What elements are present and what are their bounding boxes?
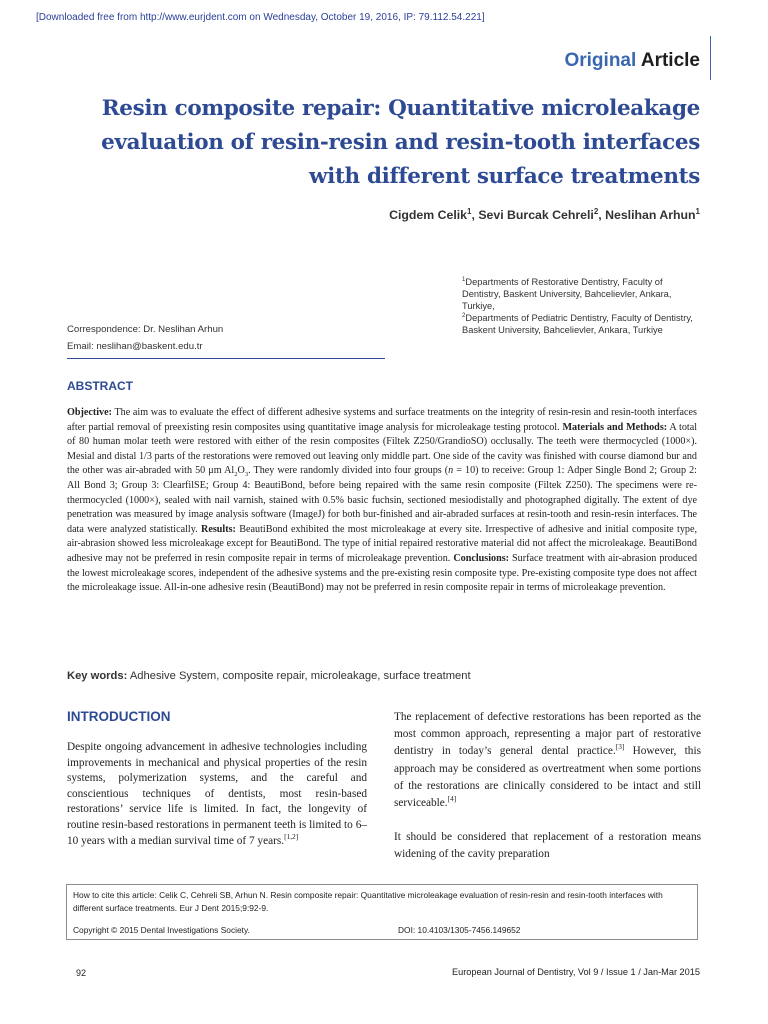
article-type-second: Article	[640, 50, 700, 71]
article-type-label	[564, 50, 700, 72]
correspondence-name: Correspondence: Dr. Neslihan Arhun	[67, 324, 224, 335]
methods-text: = 10) to receive: Group 1: Adper Single Bond 2; Group 2: All Bond 3; Group 3: ClearfilSE; Group 4: BeautiBond, before being repaired with the same resin composite (Filtek Z250). The specimens were re-thermocycled (1000×), sealed with nail varnish, stained with 0.5% basic fuchsin, sectioned mesiodistally and photographed digitally. The extent of dye penetration was measured by image analysis software (ImageJ) for both bur-finished and air-abraded surfaces at resin-tooth and resin-resin interfaces. The data were analyzed statistically.	[67, 465, 697, 535]
subscript: 2	[234, 471, 238, 479]
header-divider	[710, 36, 711, 80]
introduction-paragraph: Despite ongoing advancement in adhesive technologies including improvements in mechanical and physical properties of the resin systems, polymerization systems, and the careful and conscientious techniques of dentists, most resin-based restorations’ service life is limited. In fact, the longevity of routine resin-based restorations in permanent teeth is limited to 6–10 years with a median survival time of 7 years.	[67, 741, 367, 847]
title-line: Resin composite repair: Quantitative microleakage	[101, 96, 700, 121]
objective-label: Objective:	[67, 407, 112, 418]
reference-mark[interactable]: [4]	[447, 794, 457, 804]
author-list: Cigdem Celik$^1$, Sevi Burcak Cehreli$^2$, Neslihan Arhun$^1$	[389, 206, 700, 222]
affiliation-number: 2	[462, 312, 466, 319]
author-affiliation-mark: 1	[467, 206, 472, 216]
methods-label: Materials and Methods:	[562, 421, 668, 433]
citation-text: How to cite this article: Celik C, Cehreli SB, Arhun N. Resin composite repair: Quantitative microleakage evaluation of resin-resin and resin-tooth interfaces with different surface treatments. Eur J Dent 2015;9:92-9.	[73, 890, 663, 913]
introduction-left-column	[67, 740, 367, 849]
introduction-heading: INTRODUCTION	[67, 709, 171, 724]
methods-text: . They were randomly divided into four groups (	[248, 465, 449, 477]
journal-footer: European Journal of Dentistry, Vol 9 / Issue 1 / Jan-Mar 2015	[451, 967, 700, 977]
paragraph-text: However, this approach may be considered as overtreatment when some portions of the restorations are clinically considered to be intact and still serviceable.	[394, 745, 701, 810]
author-name: Neslihan Arhun	[605, 208, 696, 222]
title-line: with different surface treatments	[309, 164, 700, 189]
affiliation	[462, 312, 702, 336]
methods-text: O	[237, 465, 245, 477]
reference-mark[interactable]: [3]	[615, 742, 625, 752]
doi[interactable]: DOI: 10.4103/1305-7456.149652	[398, 925, 521, 935]
results-label: Results:	[201, 523, 236, 535]
reference-mark[interactable]: [1,2]	[284, 831, 299, 841]
correspondence-rule	[67, 358, 385, 359]
methods-n: n	[448, 465, 454, 477]
author-affiliation-mark: 2	[593, 206, 599, 216]
methods-text: A total of 80 human molar teeth were restored with either of the resin composites (Filtek Z250/GrandioSO) occlusally. The teeth were thermocycled (1000×). Mesial and distal 1/3 parts of the restorations were removed out leaving only middle part. One side of the cavity was finished with course diamond bur and the other was air-abraded with 50 μm Al	[67, 421, 698, 477]
introduction-paragraph: It should be considered that replacement of a restoration means widening of the cavity preparation	[394, 831, 701, 861]
correspondence	[67, 321, 223, 355]
affiliation	[462, 276, 702, 312]
abstract-heading: ABSTRACT	[67, 379, 133, 393]
author-affiliation-mark: 1	[695, 206, 700, 216]
conclusions-label: Conclusions:	[453, 552, 510, 564]
author-name: Cigdem Celik	[389, 208, 468, 222]
article-type-first: Original	[564, 50, 637, 71]
introduction-right-column	[394, 709, 701, 881]
download-notice: [Downloaded free from http://www.eurjdent.com on Wednesday, October 19, 2016, IP: 79.112.54.221]	[36, 12, 485, 23]
paragraph-text: The replacement of defective restorations has been reported as the most common approach, representing a major part of restorative dentistry in today’s general dental practice.	[394, 711, 701, 758]
author-name: Sevi Burcak Cehreli	[478, 208, 594, 222]
subscript: 3	[244, 471, 249, 479]
keywords-label: Key words:	[67, 670, 128, 682]
title-line: evaluation of resin-resin and resin-tooth interfaces	[101, 130, 700, 155]
introduction-paragraph	[394, 709, 701, 812]
correspondence-email[interactable]: Email: neslihan@baskent.edu.tr	[67, 341, 203, 352]
article-title	[60, 92, 700, 194]
copyright: Copyright © 2015 Dental Investigations Society.	[73, 925, 250, 935]
conclusions-text: Surface treatment with air-abrasion produced the lowest microleakage scores, independent of the adhesive systems and the pre-existing resin composite type. Pre-existing composite type does not affect the microleakage issue. All-in-one adhesive resin (BeautiBond) may not be preferred in resin composite repair in terms of microleakage prevention.	[67, 552, 698, 594]
page-number: 92	[76, 968, 87, 978]
affiliation-number: 1	[462, 276, 466, 283]
results-text: BeautiBond exhibited the most microleakage at every site. Irrespective of adhesive and initial composite type, air-abrasion showed less microleakage except for BeautiBond. The type of initial repaired restorative material did not affect the microleakage. BeautiBond adhesive may not be preferred in resin composite repair in terms of microleakage prevention.	[67, 523, 697, 564]
keywords	[67, 670, 471, 682]
affiliation-text: Departments of Restorative Dentistry, Faculty of Dentistry, Baskent University, Bahcelievler, Ankara, Turkiye,	[462, 277, 672, 311]
affiliations	[462, 276, 702, 336]
keywords-text: Adhesive System, composite repair, microleakage, surface treatment	[129, 670, 471, 682]
abstract-body	[67, 406, 697, 596]
affiliation-text: Departments of Pediatric Dentistry, Faculty of Dentistry, Baskent University, Bahcelievler, Ankara, Turkiye	[462, 313, 693, 335]
objective-text: The aim was to evaluate the effect of different adhesive systems and surface treatments on the integrity of resin-resin and resin-tooth interfaces after partial removal of preexisting resin composites using quantitative image analysis for microleakage testing protocol.	[67, 407, 697, 433]
